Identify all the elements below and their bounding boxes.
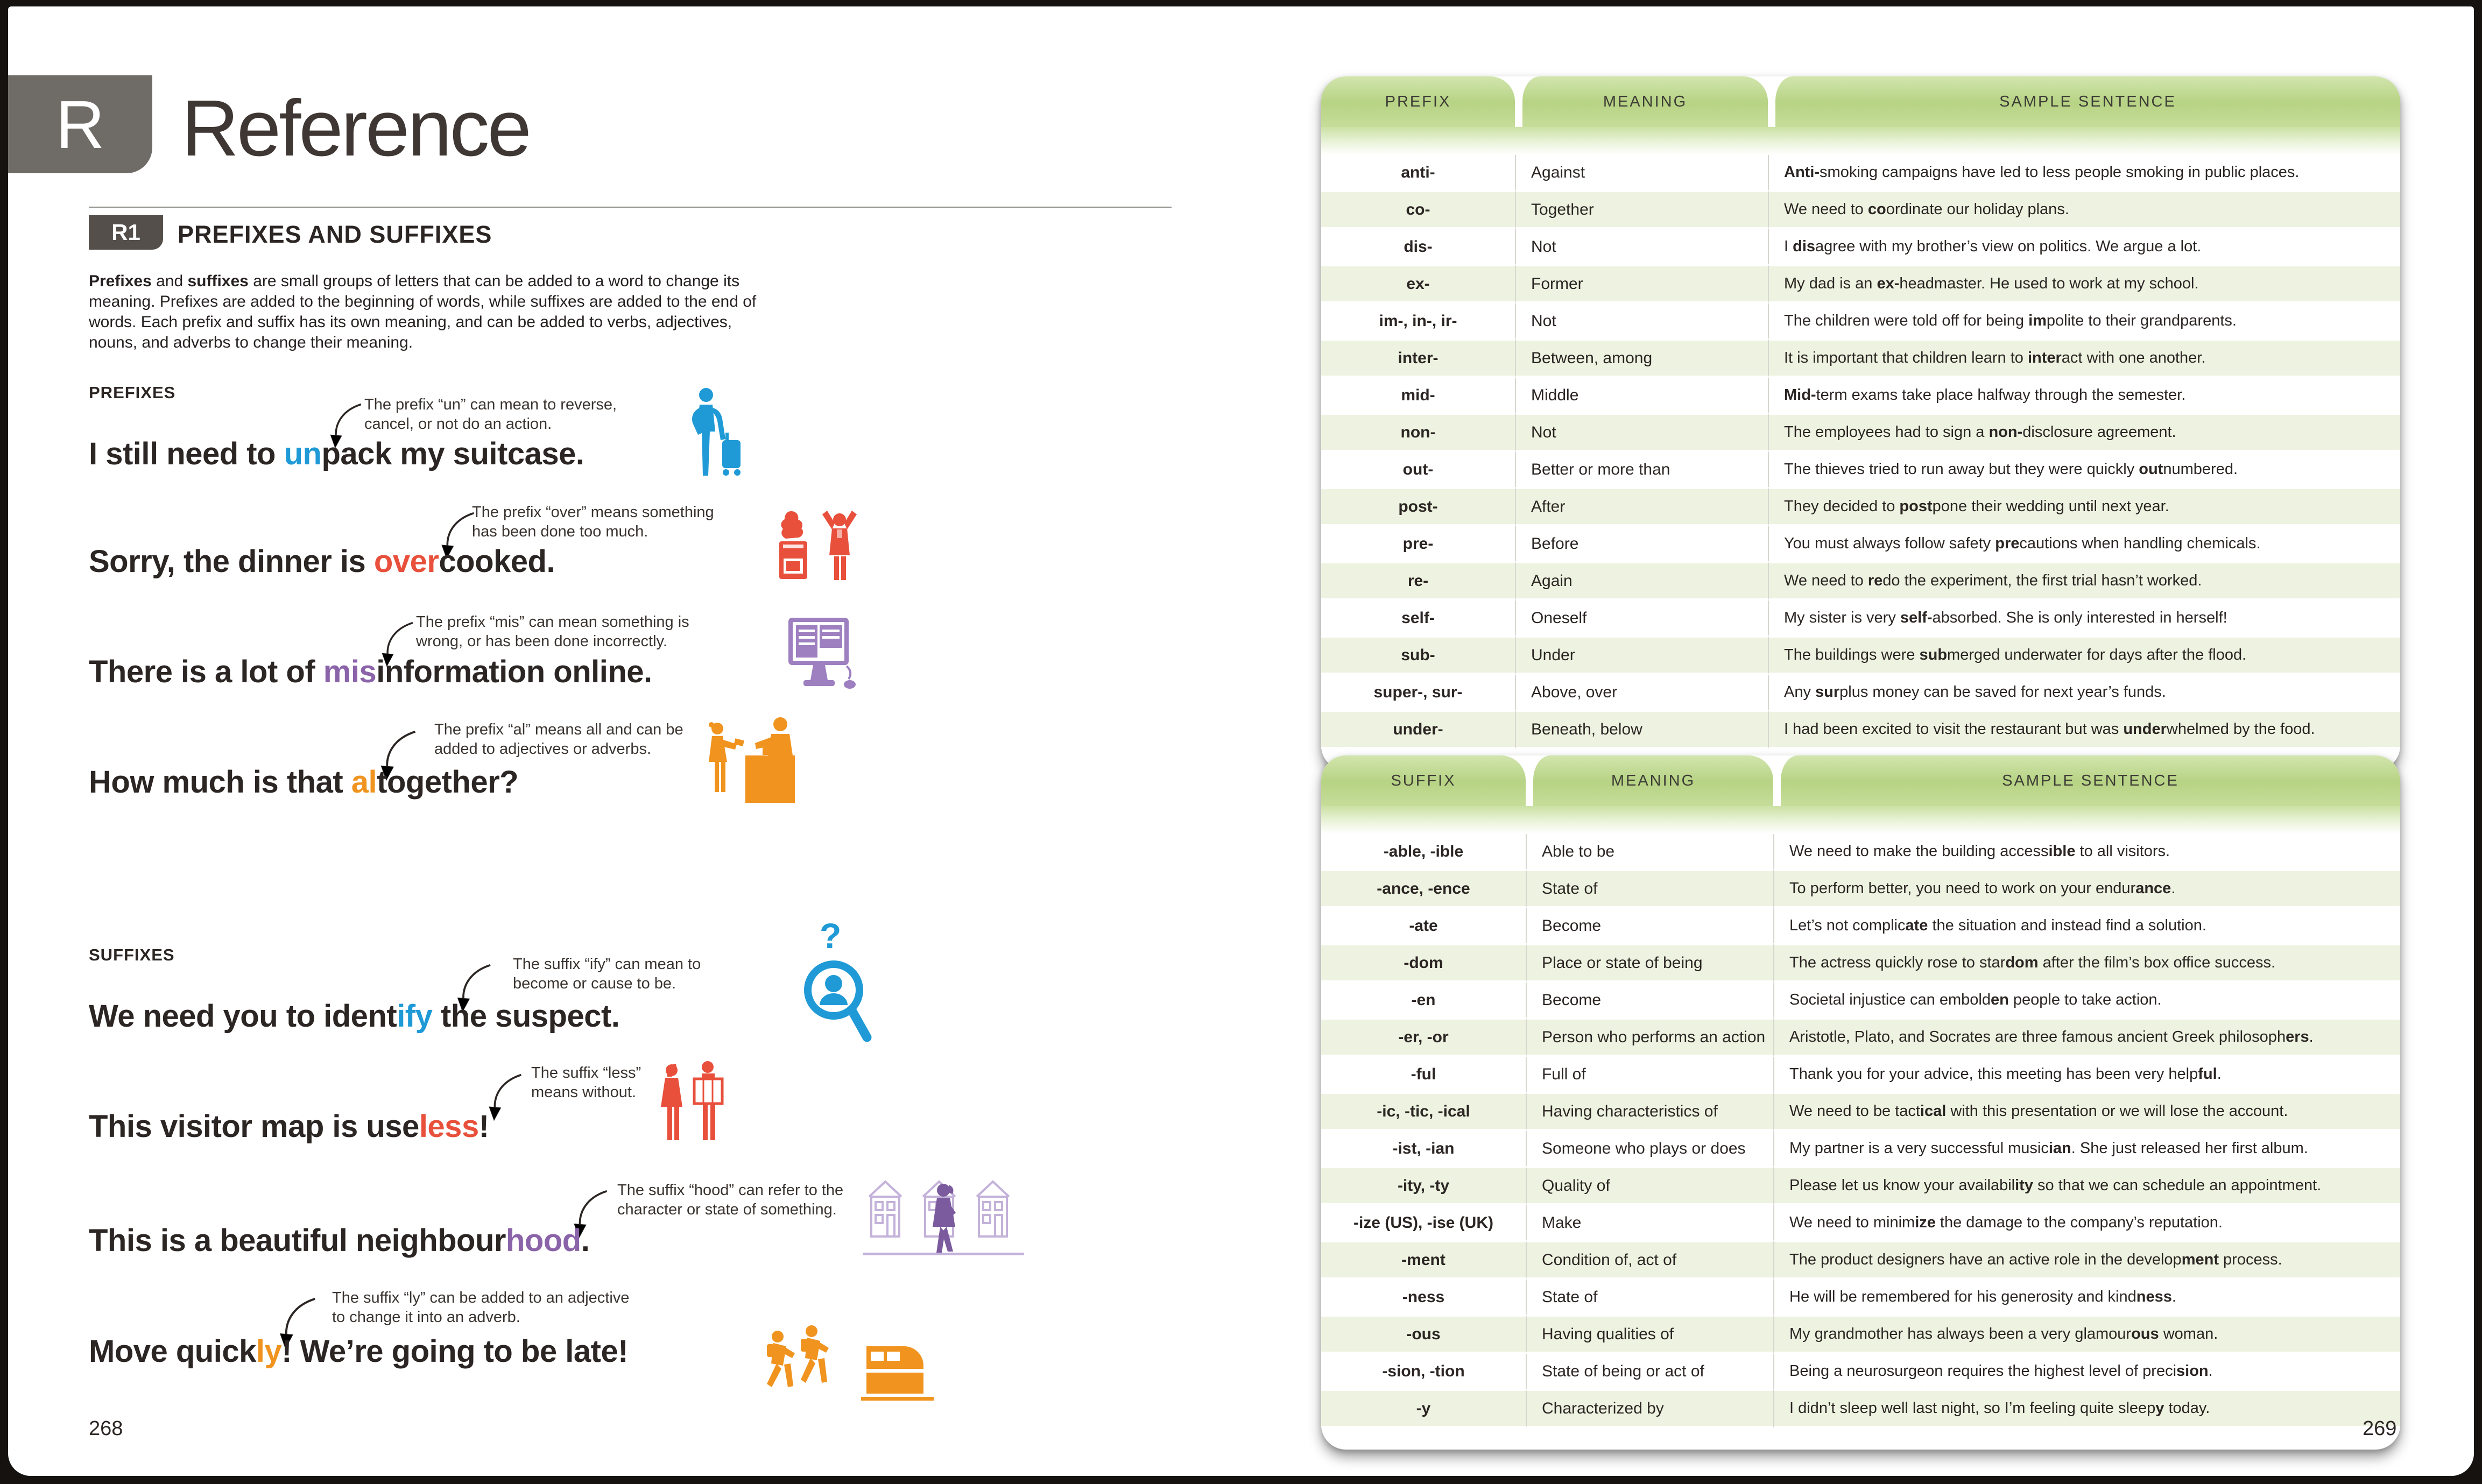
table-row — [1321, 378, 2400, 413]
affix-cell: -y — [1321, 1389, 1526, 1428]
affix-cell: self- — [1401, 609, 1435, 627]
affix-cell: -dom — [1321, 943, 1526, 983]
table-row — [1321, 1092, 2400, 1131]
affix-cell: pre- — [1402, 534, 1434, 553]
sentence-cell: We need to redo the experiment, the first trial hasn’t worked. — [1768, 561, 2400, 600]
highlight-over: over — [373, 544, 439, 579]
table-row — [1321, 452, 2400, 487]
sentence-cell: We need to minimize the damage to the company’s reputation. — [1773, 1205, 2400, 1240]
meaning-cell: Characterized by — [1526, 1389, 1773, 1428]
chapter-letter: R — [55, 86, 105, 162]
table-row — [1321, 526, 2400, 561]
section-title: PREFIXES AND SUFFIXES — [178, 221, 492, 248]
checkout-counter-icon — [697, 712, 813, 805]
people-reading-map-icon — [651, 1058, 735, 1163]
meaning-cell: Become — [1526, 983, 1773, 1017]
sentence-cell: We need to coordinate our holiday plans. — [1768, 190, 2400, 229]
meaning-cell: Not — [1515, 303, 1768, 338]
sentence-cell: You must always follow safety precautions when handling chemicals. — [1768, 526, 2400, 561]
column-header-suffix: SUFFIX — [1321, 755, 1526, 806]
meaning-cell: Above, over — [1515, 675, 1768, 710]
sentence-cell: We need to be tactical with this presentation or we will lose the account. — [1773, 1092, 2400, 1131]
meaning-cell: Under — [1515, 635, 1768, 675]
annotation-over: The prefix “over” means something has been done too much. — [472, 504, 714, 540]
sentence-cell: My dad is an ex-headmaster. He used to work at my school. — [1768, 264, 2400, 303]
magnifier-person-icon — [795, 920, 876, 1055]
affix-cell: -ness — [1402, 1288, 1445, 1306]
meaning-cell: Become — [1526, 908, 1773, 943]
prefix-table-body — [1321, 155, 2400, 749]
affix-cell: non- — [1321, 413, 1515, 452]
left-page-number: 268 — [89, 1417, 123, 1440]
table-row — [1321, 487, 2400, 526]
meaning-cell: Able to be — [1526, 834, 1773, 869]
prefixes-label: PREFIXES — [89, 383, 176, 402]
affix-cell: -ance, -ence — [1321, 869, 1526, 908]
meaning-cell: Former — [1515, 264, 1768, 303]
meaning-cell: Having qualities of — [1526, 1315, 1773, 1354]
table-row — [1321, 155, 2400, 190]
sentence-cell: Being a neurosurgeon requires the highest level of precision. — [1773, 1354, 2400, 1389]
sentence-cell: Any surplus money can be saved for next year’s funds. — [1768, 675, 2400, 710]
affix-cell: -ize (US), -ise (UK) — [1353, 1213, 1493, 1232]
affix-cell: re- — [1321, 561, 1515, 600]
sentence-cell: Mid-term exams take place halfway through the semester. — [1768, 378, 2400, 413]
prefix-table — [1321, 76, 2400, 771]
annotation-less: The suffix “less” means without. — [531, 1064, 641, 1101]
sentence-cell: The employees had to sign a non-disclosure agreement. — [1768, 413, 2400, 452]
meaning-cell: Full of — [1526, 1057, 1773, 1092]
table-row — [1321, 834, 2400, 869]
sentence-cell: It is important that children learn to interact with one another. — [1768, 338, 2400, 378]
table-row — [1321, 1315, 2400, 1354]
meaning-cell: State of — [1526, 1280, 1773, 1315]
sentence-cell: I disagree with my brother’s view on politics. We argue a lot. — [1768, 229, 2400, 264]
sentence-cell: The actress quickly rose to stardom after the film’s box office success. — [1773, 943, 2400, 983]
column-header-meaning: MEANING — [1515, 76, 1768, 127]
overcooked-oven-icon — [775, 507, 864, 593]
highlight-ly: ly — [256, 1334, 282, 1369]
sentence-cell: Thank you for your advice, this meeting has been very helpful. — [1773, 1057, 2400, 1092]
affix-cell: anti- — [1401, 163, 1435, 181]
svg-text:?: ? — [820, 920, 842, 956]
highlight-hood: hood — [506, 1223, 581, 1258]
highlight-ify: ify — [397, 999, 433, 1034]
meaning-cell: Condition of, act of — [1526, 1240, 1773, 1280]
column-header-sample-sentence: SAMPLE SENTENCE — [1768, 76, 2400, 127]
page-title: Reference — [181, 84, 530, 173]
table-row — [1321, 943, 2400, 983]
table-row — [1321, 190, 2400, 229]
meaning-cell: Quality of — [1526, 1166, 1773, 1205]
meaning-cell: After — [1515, 487, 1768, 526]
table-row — [1321, 1017, 2400, 1057]
page-spread — [8, 6, 2474, 1476]
meaning-cell: Oneself — [1515, 600, 1768, 635]
affix-cell: ex- — [1321, 264, 1515, 303]
column-header-prefix: PREFIX — [1321, 76, 1515, 127]
affix-cell: sub- — [1321, 635, 1515, 675]
example-sentence-identify: We need you to identify the suspect. — [89, 999, 620, 1034]
sentence-cell: He will be remembered for his generosity and kindness. — [1773, 1280, 2400, 1315]
table-row — [1321, 983, 2400, 1017]
table-row — [1321, 635, 2400, 675]
affix-cell: dis- — [1404, 237, 1433, 256]
sentence-cell: Please let us know your availability so that we can schedule an appointment. — [1773, 1166, 2400, 1205]
table-row — [1321, 675, 2400, 710]
sentence-cell: My grandmother has always been a very glamourous woman. — [1773, 1315, 2400, 1354]
table-row — [1321, 1389, 2400, 1428]
table-row — [1321, 1354, 2400, 1389]
running-for-train-icon — [756, 1315, 934, 1417]
affix-cell: inter- — [1321, 338, 1515, 378]
meaning-cell: Between, among — [1515, 338, 1768, 378]
affix-cell: -sion, -tion — [1382, 1362, 1465, 1380]
sentence-cell: The children were told off for being impolite to their grandparents. — [1768, 303, 2400, 338]
header-fade — [1321, 127, 2400, 155]
section-badge: R1 — [89, 215, 163, 250]
affix-cell: super-, sur- — [1373, 683, 1463, 701]
affix-cell: post- — [1321, 487, 1515, 526]
affix-cell: -able, -ible — [1383, 842, 1464, 860]
meaning-cell: Again — [1515, 561, 1768, 600]
meaning-cell: Having characteristics of — [1526, 1092, 1773, 1131]
meaning-cell: Before — [1515, 526, 1768, 561]
sentence-cell: We need to make the building accessible to all visitors. — [1773, 834, 2400, 869]
table-row — [1321, 1057, 2400, 1092]
example-sentence-quickly: Move quickly! We’re going to be late! — [89, 1334, 629, 1369]
person-with-suitcase-icon — [678, 386, 748, 483]
meaning-cell: Beneath, below — [1515, 710, 1768, 749]
table-row — [1321, 229, 2400, 264]
affix-cell: -ful — [1411, 1065, 1436, 1083]
affix-cell: mid- — [1401, 386, 1435, 404]
highlight-less: less — [419, 1109, 479, 1144]
suffix-table — [1321, 755, 2400, 1450]
sentence-cell: The product designers have an active role in the development process. — [1773, 1240, 2400, 1280]
affix-cell: -ous — [1321, 1315, 1526, 1354]
table-row — [1321, 908, 2400, 943]
meaning-cell: Together — [1515, 190, 1768, 229]
table-row — [1321, 303, 2400, 338]
meaning-cell: Against — [1515, 155, 1768, 190]
affix-cell: -ist, -ian — [1392, 1139, 1455, 1157]
suffixes-label: SUFFIXES — [89, 945, 175, 964]
meaning-cell: Better or more than — [1515, 452, 1768, 487]
affix-cell: out- — [1402, 460, 1434, 478]
table-row — [1321, 1166, 2400, 1205]
meaning-cell: Place or state of being — [1526, 943, 1773, 983]
woman-walking-houses-icon — [863, 1173, 1024, 1264]
sentence-cell: I had been excited to visit the restaurant but was underwhelmed by the food. — [1768, 710, 2400, 749]
sentence-cell: My sister is very self-absorbed. She is only interested in herself! — [1768, 600, 2400, 635]
highlight-mis: mis — [323, 654, 377, 689]
annotation-hood: The suffix “hood” can refer to the character or state of something. — [617, 1182, 844, 1218]
affix-cell: -er, -or — [1321, 1017, 1526, 1057]
example-sentence-altogether: How much is that altogether? — [89, 765, 519, 800]
sentence-cell: Societal injustice can embolden people to take action. — [1773, 983, 2400, 1017]
table-row — [1321, 1280, 2400, 1315]
sentence-cell: I didn’t sleep well last night, so I’m feeling quite sleepy today. — [1773, 1389, 2400, 1428]
sentence-cell: Anti-smoking campaigns have led to less people smoking in public places. — [1768, 155, 2400, 190]
column-header-sample-sentence: SAMPLE SENTENCE — [1773, 755, 2400, 806]
meaning-cell: Not — [1515, 413, 1768, 452]
title-divider — [89, 207, 1172, 208]
highlight-al: al — [351, 765, 377, 800]
table-row — [1321, 338, 2400, 378]
meaning-cell: State of — [1526, 869, 1773, 908]
sentence-cell: They decided to postpone their wedding until next year. — [1768, 487, 2400, 526]
computer-monitor-icon — [783, 613, 861, 702]
sentence-cell: To perform better, you need to work on your endurance. — [1773, 869, 2400, 908]
chapter-tab — [8, 75, 152, 173]
meaning-cell: Person who performs an action — [1526, 1017, 1773, 1057]
affix-cell: -en — [1411, 991, 1436, 1009]
highlight-un: un — [284, 436, 322, 471]
annotation-al: The prefix “al” means all and can be added to adjectives or adverbs. — [434, 721, 683, 758]
affix-cell: -ate — [1409, 916, 1438, 935]
annotation-ly: The suffix “ly” can be added to an adjective to change it into an adverb. — [332, 1289, 630, 1326]
sentence-cell: The buildings were submerged underwater for days after the flood. — [1768, 635, 2400, 675]
table-row — [1321, 413, 2400, 452]
meaning-cell: Not — [1515, 229, 1768, 264]
meaning-cell: Someone who plays or does — [1526, 1131, 1773, 1166]
annotation-un: The prefix “un” can mean to reverse, cancel, or not do an action. — [364, 396, 617, 433]
affix-cell: -ity, -ty — [1321, 1166, 1526, 1205]
suffix-table-body — [1321, 834, 2400, 1428]
table-row — [1321, 1240, 2400, 1280]
example-sentence-neighbourhood: This is a beautiful neighbourhood. — [89, 1223, 590, 1258]
affix-cell: -ic, -tic, -ical — [1321, 1092, 1526, 1131]
affix-cell: under- — [1321, 710, 1515, 749]
affix-cell: im-, in-, ir- — [1379, 312, 1457, 330]
sentence-cell: Let’s not complicate the situation and instead find a solution. — [1773, 908, 2400, 943]
sentence-cell: The thieves tried to run away but they were quickly outnumbered. — [1768, 452, 2400, 487]
annotation-mis: The prefix “mis” can mean something is wrong, or has been done incorrectly. — [416, 613, 689, 650]
table-row — [1321, 600, 2400, 635]
example-sentence-unpack: I still need to unpack my suitcase. — [89, 436, 584, 471]
table-row — [1321, 1131, 2400, 1166]
table-row — [1321, 869, 2400, 908]
meaning-cell: Middle — [1515, 378, 1768, 413]
annotation-ify: The suffix “ify” can mean to become or cause to be. — [513, 956, 701, 992]
example-sentence-useless: This visitor map is useless! — [89, 1109, 489, 1144]
sentence-cell: Aristotle, Plato, and Socrates are three famous ancient Greek philosophers. — [1773, 1017, 2400, 1057]
table-row — [1321, 710, 2400, 749]
column-header-meaning: MEANING — [1526, 755, 1773, 806]
sentence-cell: My partner is a very successful musician. She just released her first album. — [1773, 1131, 2400, 1166]
affix-cell: -ment — [1321, 1240, 1526, 1280]
intro-paragraph: Prefixes and suffixes are small groups of letters that can be added to a word to change its meaning. Prefixes are added to the beginning of words, while suffixes are added to the end of words. Each prefix and suffix has its own meaning, and can be added to verbs, adjectives, nouns, and adverbs to change their meaning. — [89, 272, 757, 351]
table-row — [1321, 561, 2400, 600]
meaning-cell: State of being or act of — [1526, 1354, 1773, 1389]
right-page-number: 269 — [2363, 1417, 2397, 1440]
meaning-cell: Make — [1526, 1205, 1773, 1240]
example-sentence-misinformation: There is a lot of misinformation online. — [89, 654, 652, 689]
table-row — [1321, 264, 2400, 303]
example-sentence-overcooked: Sorry, the dinner is overcooked. — [89, 544, 555, 579]
header-fade — [1321, 806, 2400, 834]
table-row — [1321, 1205, 2400, 1240]
affix-cell: co- — [1321, 190, 1515, 229]
